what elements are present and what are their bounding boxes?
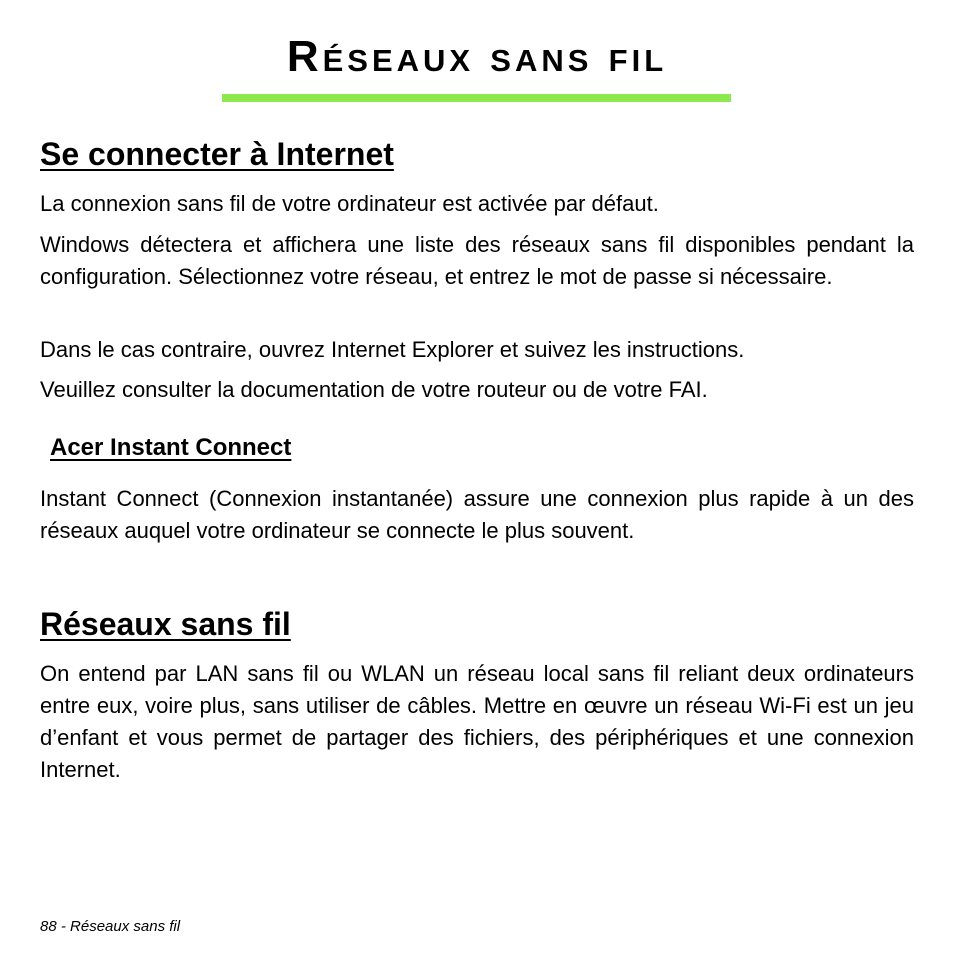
title-underline-bar [222,94,731,102]
paragraph-lan-sans-fil: On entend par LAN sans fil ou WLAN un réseau local sans fil reliant deux ordinateurs entre eux, voire plus, sans utiliser de câbles. Mettre en œuvre un réseau Wi-Fi est un jeu d’enfant et vous permet de partager des fichiers, des périphériques et une connexion Internet. [40,661,914,782]
page-footer: 88 - Réseaux sans fil [40,918,181,935]
page-title: Réseaux sans fil [286,32,668,81]
paragraph-connexion-activee: La connexion sans fil de votre ordinateur est activée par défaut. [40,191,659,216]
heading-se-connecter: Se connecter à Internet [40,136,394,172]
heading-acer-instant-connect: Acer Instant Connect [50,434,292,461]
paragraph-windows-detectera: Windows détectera et affichera une liste des réseaux sans fil disponibles pendant la configuration. Sélectionnez votre réseau, et entrez le mot de passe si nécessaire. [40,232,914,289]
paragraph-instant-connect: Instant Connect (Connexion instantanée) assure une connexion plus rapide à un des réseaux auquel votre ordinateur se connecte le plus souvent. [40,486,914,543]
paragraph-documentation: Veuillez consulter la documentation de votre routeur ou de votre FAI. [40,377,708,402]
paragraph-cas-contraire: Dans le cas contraire, ouvrez Internet Explorer et suivez les instructions. [40,337,745,362]
heading-reseaux-sans-fil: Réseaux sans fil [40,606,291,642]
